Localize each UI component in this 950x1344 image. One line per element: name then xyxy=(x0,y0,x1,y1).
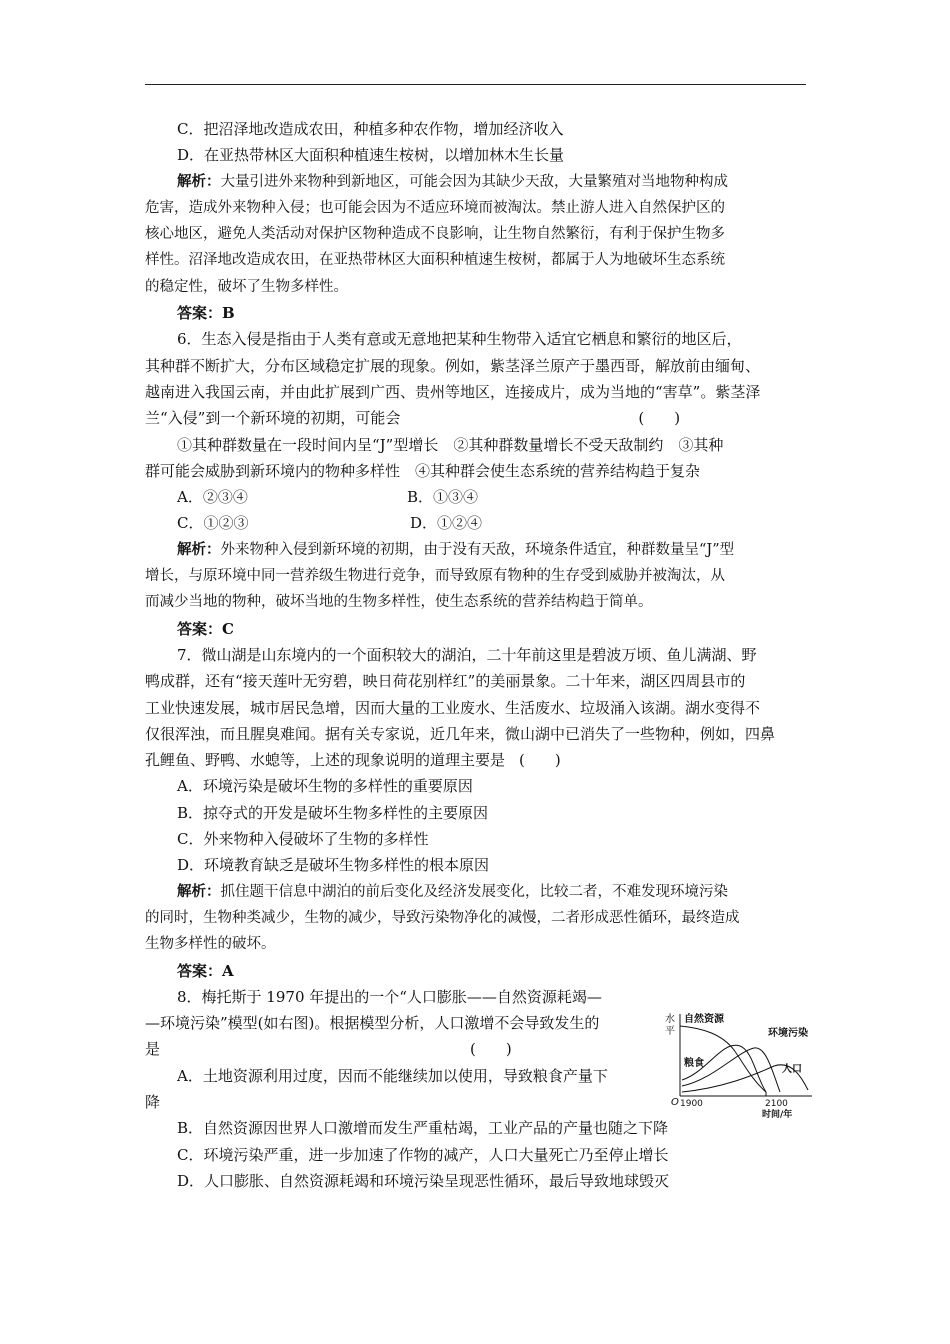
option-c-q8: C．环境污染严重，进一步加速了作物的减产，人口大量死亡乃至停止增长 xyxy=(177,1145,669,1164)
option-a-q8-line1: A．土地资源利用过度，因而不能继续加以使用，导致粮食产量下 xyxy=(177,1066,608,1085)
explanation-label: 解析： xyxy=(177,882,221,900)
question-7-line3: 工业快速发展，城市居民急增，因而大量的工业废水、生活废水、垃圾涌入该湖。湖水变得不 xyxy=(145,698,761,717)
label-natural-resources: 自然资源 xyxy=(684,1014,724,1025)
explanation-q5-line5: 的稳定性，破坏了生物多样性。 xyxy=(145,278,348,295)
option-d-q6: D．①②④ xyxy=(410,514,483,533)
population-model-figure xyxy=(662,1010,820,1120)
x-tick-1900: 1900 xyxy=(680,1099,703,1109)
answer-blank: ( ) xyxy=(519,751,561,770)
options-cd-q6 xyxy=(145,510,809,536)
option-c-q7: C．外来物种入侵破坏了生物的多样性 xyxy=(177,830,429,849)
option-d-q5: D．在亚热带林区大面积种植速生桉树，以增加林木生长量 xyxy=(177,146,565,165)
answer-q6: 答案：C xyxy=(177,619,234,638)
options-ab-q6 xyxy=(145,484,809,510)
explanation-q5-line1: 解析：大量引进外来物种到新地区，可能会因为其缺少天敌，大量繁殖对当地物种构成 xyxy=(177,172,728,190)
explanation-label: 解析： xyxy=(177,172,221,190)
label-population: 人口 xyxy=(782,1064,802,1075)
explanation-q7-line3: 生物多样性的破坏。 xyxy=(145,936,276,953)
answer-blank: ( ) xyxy=(470,1040,512,1059)
explanation-q7-line2: 的同时，生物种类减少，生物的减少，导致污染物净化的减慢，二者形成恶性循环，最终造成 xyxy=(145,909,740,926)
label-pollution: 环境污染 xyxy=(768,1028,808,1039)
explanation-q5-line3: 核心地区，避免人类活动对保护区物种造成不良影响，让生物自然繁衍，有利于保护生物多 xyxy=(145,226,725,243)
explanation-q6-line1: 解析：外来物种入侵到新环境的初期，由于没有天敌，环境条件适宜，种群数量呈“J”型 xyxy=(177,540,735,558)
question-7-line1: 7．微山湖是山东境内的一个面积较大的湖泊，二十年前这里是碧波万顷、鱼儿满湖、野 xyxy=(177,645,757,664)
question-8-line2: —环境污染”模型(如右图)。根据模型分析，人口激增不会导致发生的 xyxy=(145,1014,600,1033)
explanation-q6-line2: 增长，与原环境中同一营养级生物进行竞争，而导致原有物种的生存受到威胁并被淘汰，从 xyxy=(145,568,725,585)
answer-q5: 答案：B xyxy=(177,304,235,323)
explanation-label: 解析： xyxy=(177,540,221,558)
statements-q6-line1: ①其种群数量在一段时间内呈“J”型增长 ②其种群数量增长不受天敌制约 ③其种 xyxy=(177,435,724,454)
question-7-line4: 仅很浑浊，而且腥臭难闻。据有关专家说，近几年来，微山湖中已消失了一些物种，例如，四鼻 xyxy=(145,724,776,743)
option-d-q7: D．环境教育缺乏是破坏生物多样性的根本原因 xyxy=(177,856,490,875)
option-d-q8: D．人口膨胀、自然资源耗竭和环境污染呈现恶性循环，最后导致地球毁灭 xyxy=(177,1171,670,1190)
question-7-line5: 孔鲤鱼、野鸭、水螅等，上述的现象说明的道理主要是 ( ) xyxy=(145,747,809,773)
question-7-line2: 鸭成群，还有“接天莲叶无穷碧，映日荷花别样红”的美丽景象。二十年来，湖区四周县市的 xyxy=(145,672,746,691)
question-6-line2: 其种群不断扩大，分布区域稳定扩展的现象。例如，紫茎泽兰原产于墨西哥，解放前由缅甸、 xyxy=(145,356,761,375)
option-c-q5: C．把沼泽地改造成农田，种植多种农作物，增加经济收入 xyxy=(177,120,564,138)
option-a-q8-line2: 降 xyxy=(145,1092,161,1111)
question-8-line1: 8．梅托斯于 1970 年提出的一个“人口膨胀——自然资源耗竭— xyxy=(177,987,602,1006)
y-axis-label-1: 水 xyxy=(665,1014,675,1025)
label-food: 粮食 xyxy=(684,1058,704,1069)
answer-q7: 答案：A xyxy=(177,961,234,980)
option-a-q6: A．②③④ xyxy=(177,488,248,507)
option-b-q8: B．自然资源因世界人口激增而发生严重枯竭，工业产品的产量也随之下降 xyxy=(177,1119,669,1138)
question-6-line3: 越南进入我国云南，并由此扩展到广西、贵州等地区，连接成片，成为当地的“害草”。紫茎泽 xyxy=(145,382,761,401)
x-axis-label: 时间/年 xyxy=(762,1110,793,1120)
explanation-q7-line1: 解析：抓住题干信息中湖泊的前后变化及经济发展变化，比较二者，不难发现环境污染 xyxy=(177,882,728,900)
option-c-q6: C．①②③ xyxy=(177,514,249,533)
question-6-line4: 兰“入侵”到一个新环境的初期，可能会 ( ) xyxy=(145,405,809,431)
explanation-q5-line2: 危害，造成外来物种入侵；也可能会因为不适应环境而被淘汰。禁止游人进入自然保护区的 xyxy=(145,199,725,216)
option-b-q7: B．掠夺式的开发是破坏生物多样性的主要原因 xyxy=(177,803,489,822)
explanation-q6-line3: 而减少当地的物种，破坏当地的生物多样性，使生态系统的营养结构趋于简单。 xyxy=(145,594,653,611)
x-tick-2100: 2100 xyxy=(765,1099,788,1109)
y-axis-label-2: 平 xyxy=(665,1026,675,1037)
option-a-q7: A．环境污染是破坏生物的多样性的重要原因 xyxy=(177,777,473,796)
origin-label: O xyxy=(671,1097,679,1108)
answer-blank: ( ) xyxy=(638,409,681,428)
explanation-q5-line4: 样性。沼泽地改造成农田，在亚热带林区大面积种植速生桉树，都属于人为地破坏生态系统 xyxy=(145,252,725,269)
statements-q6-line2: 群可能会威胁到新环境内的物种多样性 ④其种群会使生态系统的营养结构趋于复杂 xyxy=(145,461,701,480)
question-8-line3: 是 ( ) xyxy=(145,1036,645,1062)
header-rule xyxy=(145,84,806,85)
option-b-q6: B．①③④ xyxy=(407,488,479,507)
question-6-line1: 6．生态入侵是指由于人类有意或无意地把某种生物带入适宜它栖息和繁衍的地区后， xyxy=(177,330,742,349)
